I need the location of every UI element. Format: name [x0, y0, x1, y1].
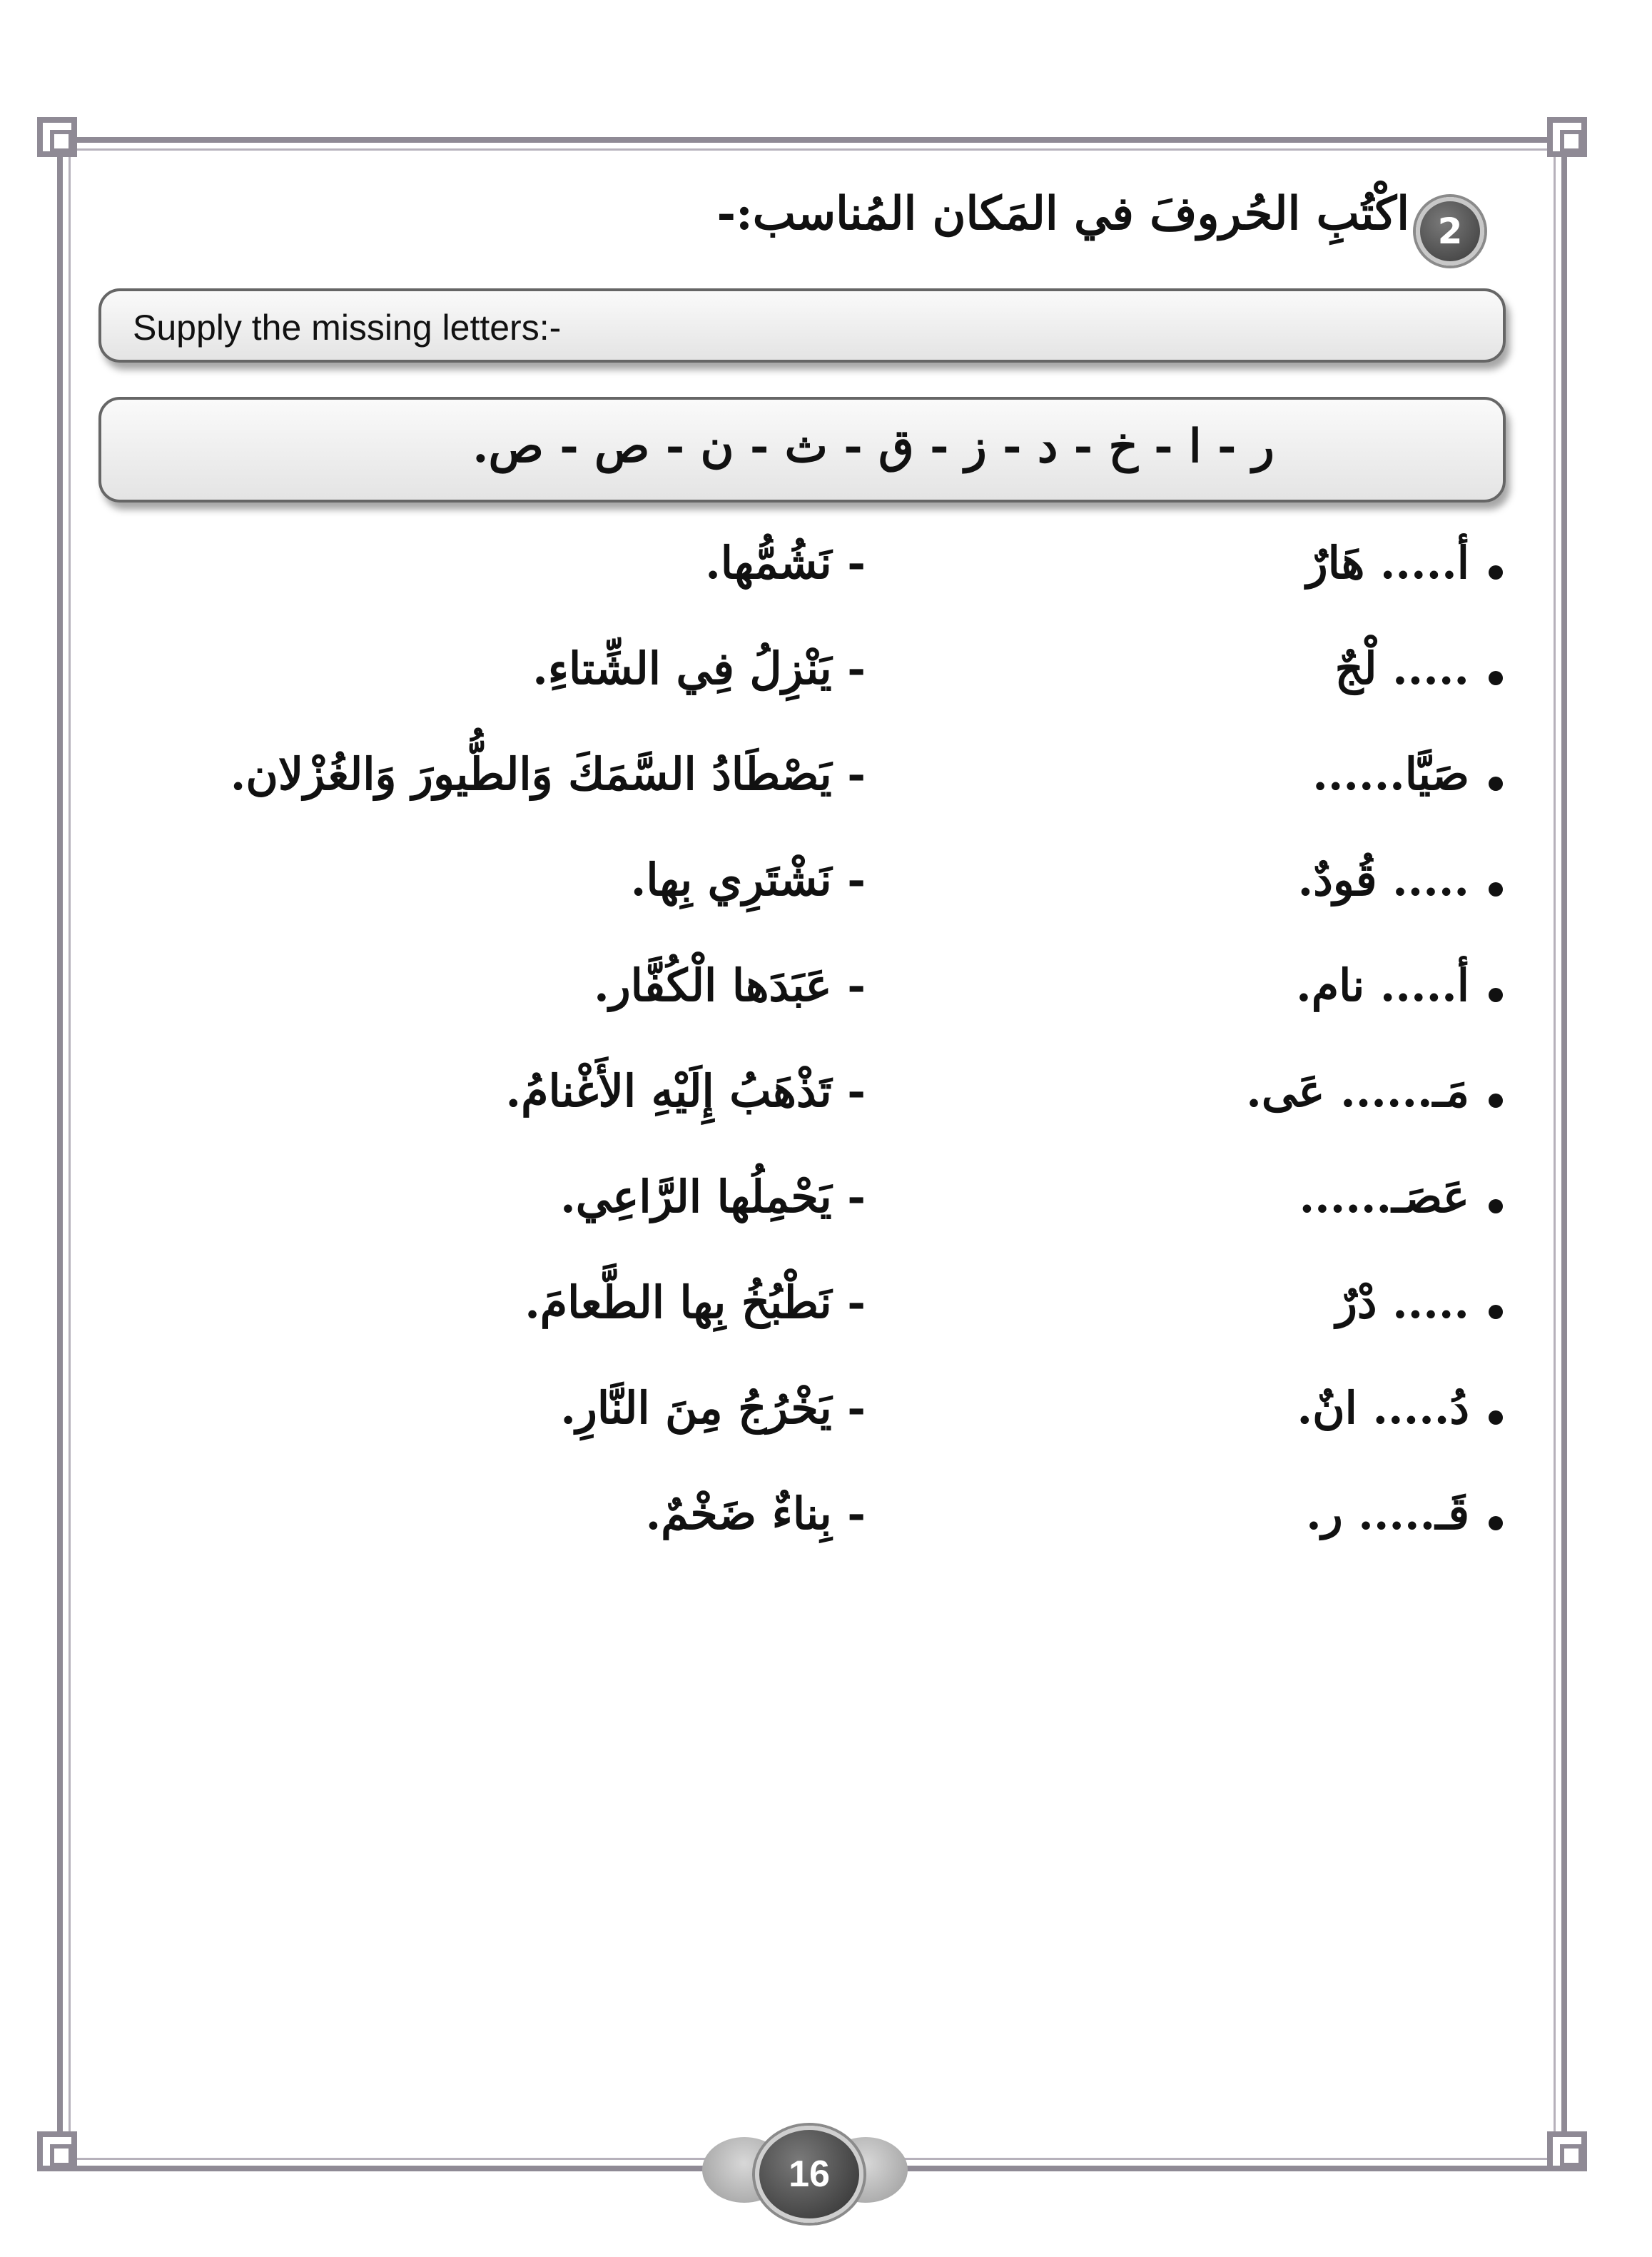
bullet-icon — [1489, 1199, 1503, 1213]
corner-ornament-bottom-left — [37, 2131, 77, 2171]
fill-in-word: أ..... نام. — [1296, 959, 1469, 1011]
bullet-icon — [1489, 1410, 1503, 1425]
word-clue: - عَبَدَها الْكُفَّار. — [594, 959, 866, 1011]
bullet-icon — [1489, 1516, 1503, 1530]
bullet-icon — [1489, 565, 1503, 580]
bullet-icon — [1489, 777, 1503, 791]
fill-in-word: ..... قُودٌ. — [1297, 854, 1469, 906]
fill-in-word: دُ..... انٌ. — [1297, 1382, 1469, 1434]
word-clue: - يَنْزِلُ فِي الشِّتاءِ. — [532, 642, 866, 695]
list-item — [0, 1266, 1652, 1372]
bullet-icon — [1489, 882, 1503, 897]
bullet-icon — [1489, 988, 1503, 1002]
corner-ornament-top-left — [37, 117, 77, 157]
word-clue: - يَخْرُجُ مِنَ النَّارِ. — [560, 1382, 866, 1434]
fill-in-word: ..... دْرٌ — [1335, 1276, 1469, 1328]
list-item — [0, 527, 1652, 632]
list-item — [0, 844, 1652, 949]
exercise-title-arabic: اكْتُبِ الحُروفَ في المَكان المُناسب:- — [716, 187, 1409, 241]
fill-in-word: أ..... هَارٌ — [1306, 537, 1469, 589]
bullet-icon — [1489, 671, 1503, 685]
list-item — [0, 632, 1652, 738]
list-item — [0, 1372, 1652, 1478]
list-item — [0, 949, 1652, 1055]
list-item — [0, 738, 1652, 844]
word-clue: - نَشُمُّها. — [705, 537, 866, 589]
corner-ornament-bottom-right — [1547, 2131, 1587, 2171]
letters-bank-bar — [98, 397, 1506, 503]
word-clue: - بِناءٌ ضَخْمٌ. — [645, 1488, 866, 1540]
letters-bank: ر - ا - خ - د - ز - ق - ث - ن - ص - ص. — [472, 420, 1275, 473]
fill-in-word: ..... لْجٌ — [1334, 642, 1469, 695]
fill-in-word: مَـ...... عَى. — [1246, 1065, 1469, 1117]
list-item — [0, 1055, 1652, 1161]
fill-in-word: صَيَّا...... — [1312, 748, 1469, 800]
exercise-items — [0, 527, 1652, 1583]
word-clue: - نَطْبُخُ بِها الطَّعامَ. — [525, 1276, 866, 1328]
exercise-title-english: Supply the missing letters:- — [133, 308, 562, 348]
bullet-icon — [1489, 1305, 1503, 1319]
word-clue: - يَحْمِلُها الرَّاعِي. — [560, 1171, 866, 1223]
bullet-icon — [1489, 1094, 1503, 1108]
word-clue: - تَذْهَبُ إِلَيْهِ الأَغْنامُ. — [505, 1065, 866, 1117]
fill-in-word: قَـ..... ر. — [1306, 1488, 1469, 1540]
word-clue: - نَشْتَرِي بِها. — [630, 854, 866, 906]
exercise-number-badge: 2 — [1416, 197, 1484, 266]
fill-in-word: عَصَـ...... — [1299, 1171, 1469, 1223]
page-number: 16 — [755, 2126, 863, 2223]
instruction-bar — [98, 288, 1506, 363]
corner-ornament-top-right — [1547, 117, 1587, 157]
list-item — [0, 1161, 1652, 1266]
word-clue: - يَصْطَادُ السَّمَكَ وَالطُّيورَ وَالغُزْلان. — [230, 748, 866, 800]
list-item — [0, 1478, 1652, 1583]
